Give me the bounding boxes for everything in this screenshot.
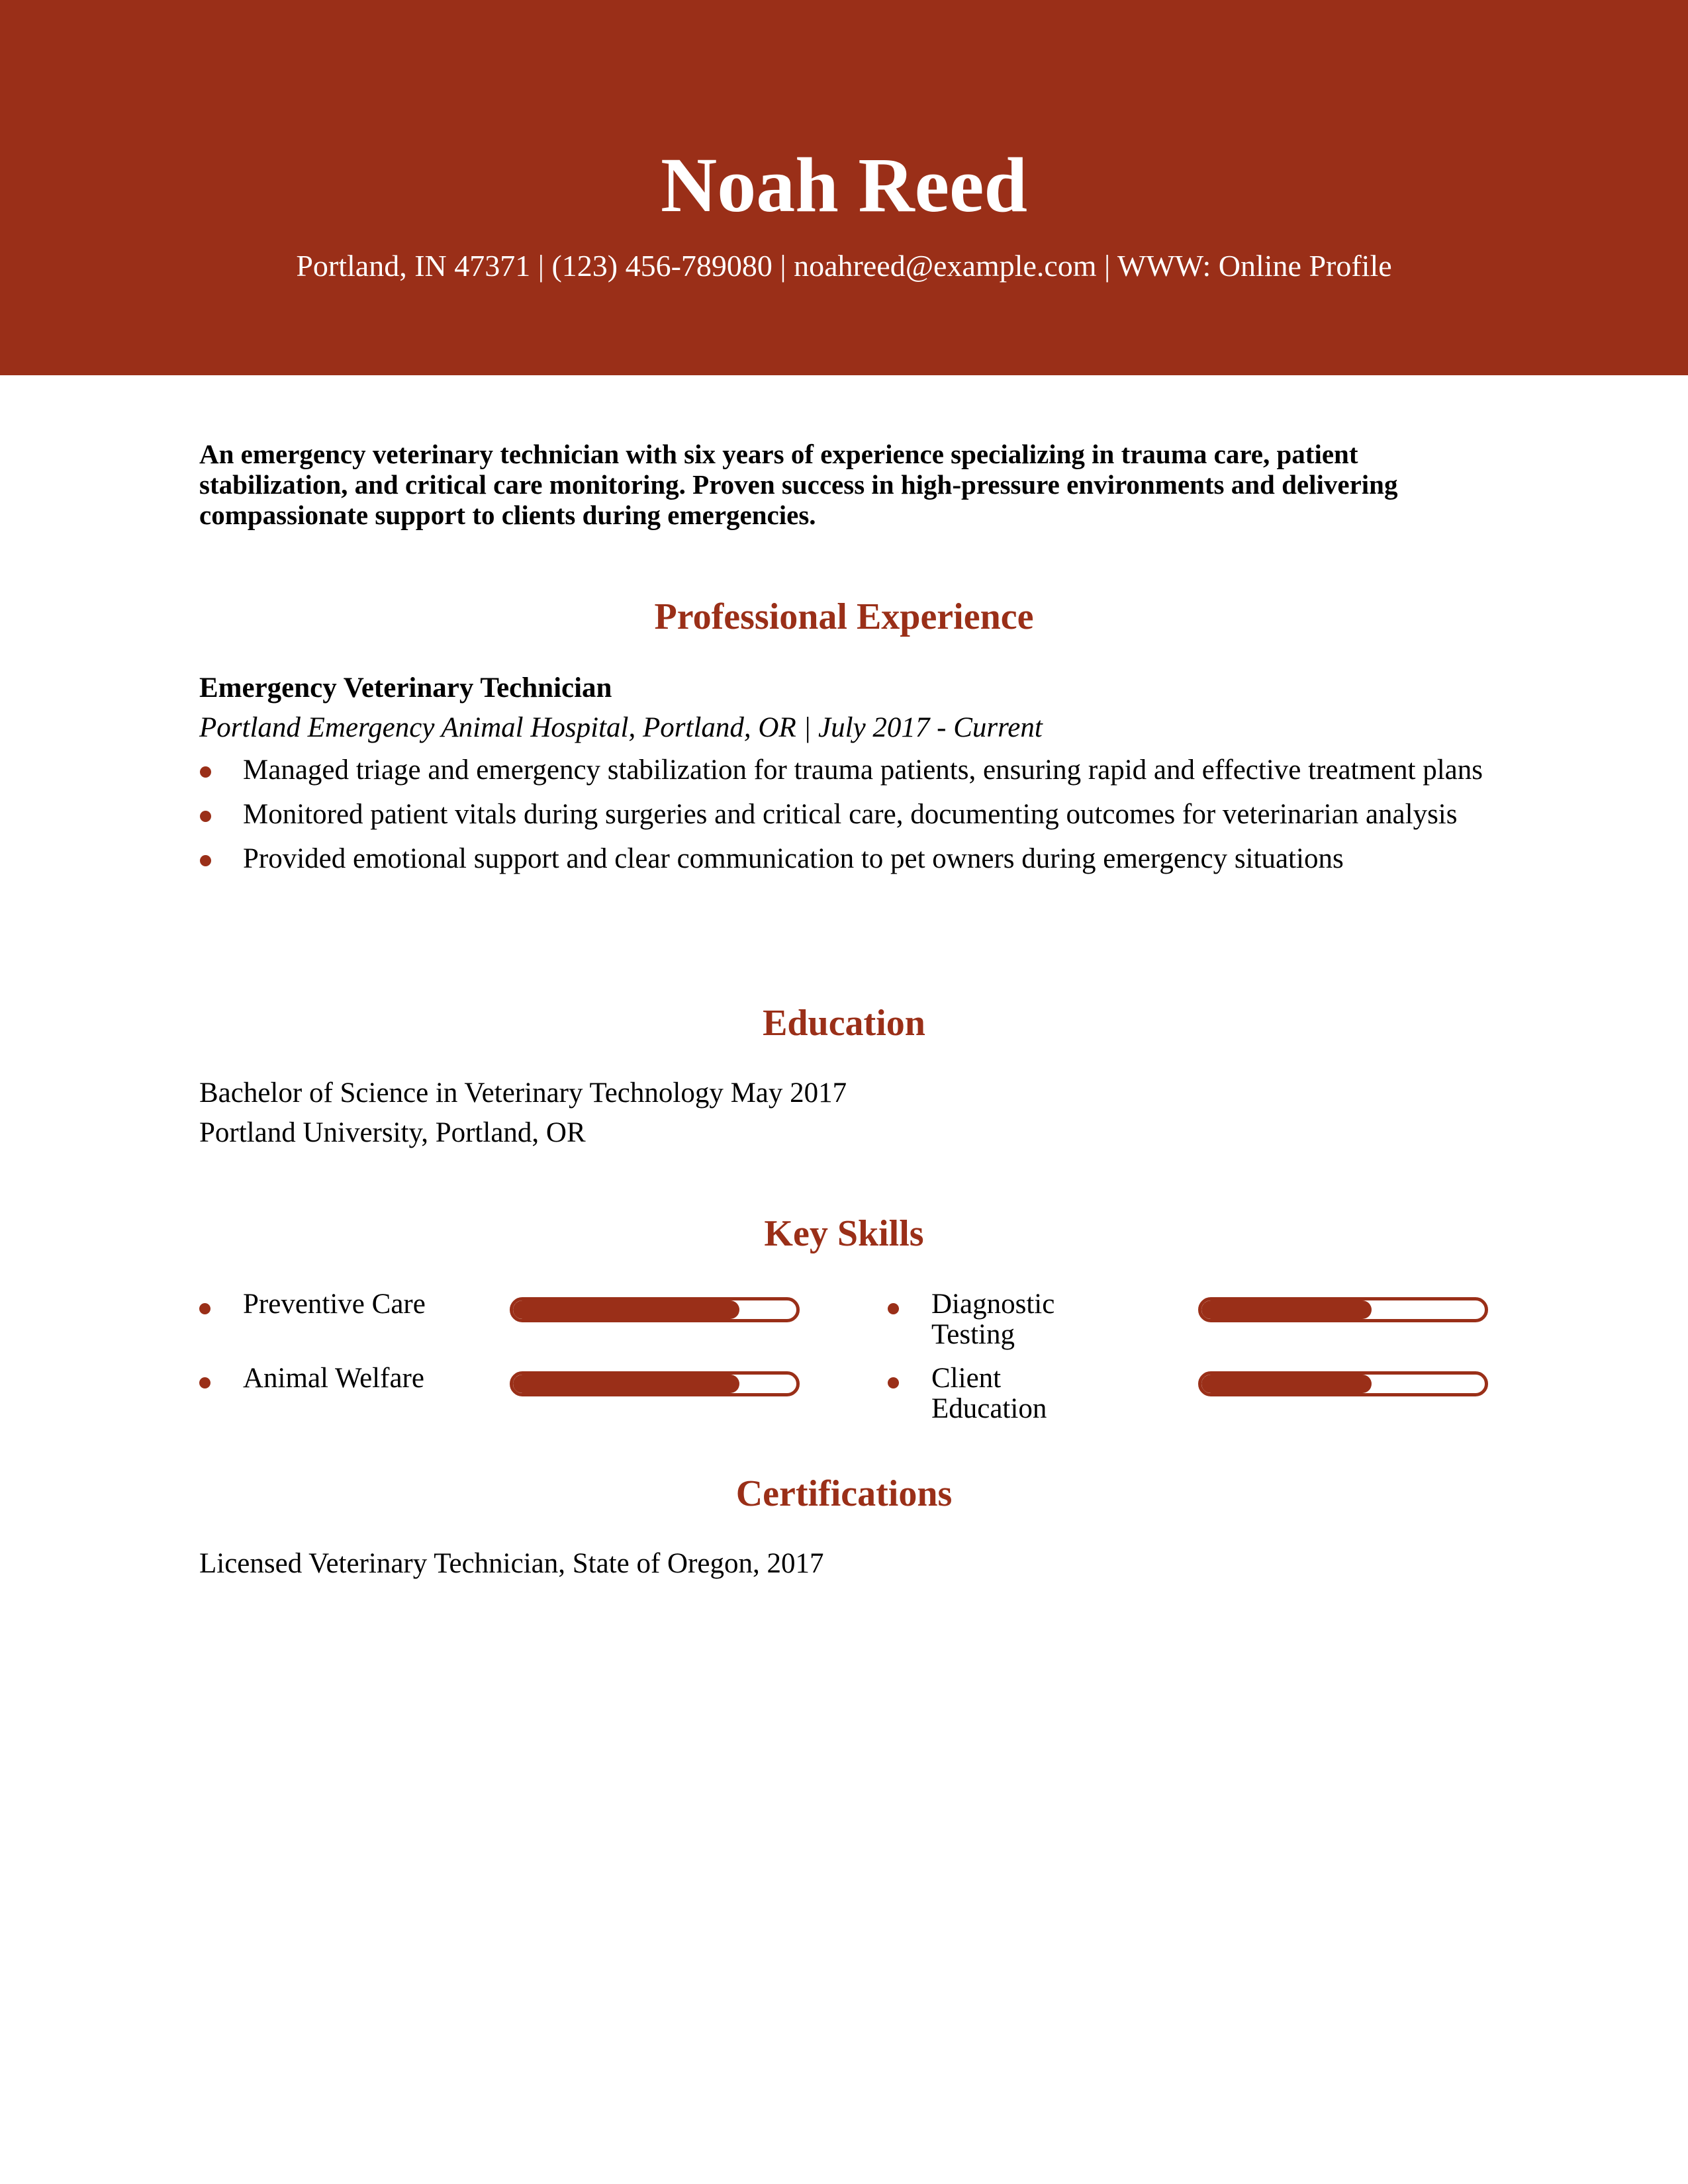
skill-item (888, 1363, 1550, 1436)
bullet-dot-icon (888, 1377, 899, 1388)
bullet-dot-icon (199, 1303, 211, 1314)
professional-summary: An emergency veterinary technician with six years of experience specializing in trauma care, patient stabilization, and critical care monitoring. Proven success in high-pressure environments and delivering compassionate support to clients during emergencies. (199, 439, 1398, 530)
skill-item (888, 1289, 1550, 1362)
bullet-dot-icon (888, 1303, 899, 1314)
skills-section-title: Key Skills (764, 1213, 924, 1254)
job-bullet-text: Monitored patient vitals during surgeries and critical care, documenting outcomes for veterinarian analysis (243, 799, 1458, 830)
skill-level-bar (510, 1297, 800, 1322)
skill-level-bar (1198, 1297, 1488, 1322)
skill-level-fill (513, 1300, 739, 1319)
contact-line: Portland, IN 47371 | (123) 456-789080 | noahreed@example.com | WWW: Online Profile (296, 249, 1392, 283)
job-employer-dates: Portland Emergency Animal Hospital, Portland, OR | July 2017 - Current (199, 712, 1043, 743)
skill-name: Client Education (931, 1363, 1047, 1424)
education-section-title: Education (763, 1003, 925, 1044)
candidate-name: Noah Reed (661, 142, 1027, 228)
education-degree: Bachelor of Science in Veterinary Technology May 2017 (199, 1077, 847, 1109)
job-bullet-text: Managed triage and emergency stabilization for trauma patients, ensuring rapid and effective treatment plans (243, 754, 1483, 786)
skill-level-fill (1201, 1300, 1372, 1319)
education-school: Portland University, Portland, OR (199, 1117, 586, 1148)
skill-name: Animal Welfare (243, 1363, 424, 1394)
skill-item (199, 1289, 861, 1362)
bullet-dot-icon (200, 811, 211, 822)
experience-section-title: Professional Experience (654, 596, 1034, 637)
job-bullet (199, 844, 1497, 874)
skill-item (199, 1363, 861, 1436)
skill-level-fill (513, 1375, 739, 1393)
job-bullet (199, 755, 1497, 786)
certification-item: Licensed Veterinary Technician, State of Oregon, 2017 (199, 1548, 824, 1579)
bullet-dot-icon (200, 855, 211, 866)
resume-header (0, 0, 1688, 375)
bullet-dot-icon (199, 1377, 211, 1388)
skill-level-bar (510, 1371, 800, 1396)
job-bullets (199, 755, 1497, 888)
certifications-section-title: Certifications (735, 1473, 953, 1514)
job-bullet (199, 799, 1497, 830)
skill-level-fill (1201, 1375, 1372, 1393)
job-position: Emergency Veterinary Technician (199, 672, 612, 704)
job-bullet-text: Provided emotional support and clear communication to pet owners during emergency situations (243, 843, 1344, 874)
bullet-dot-icon (200, 766, 211, 778)
skill-level-bar (1198, 1371, 1488, 1396)
skill-name: Preventive Care (243, 1289, 426, 1320)
skill-name: Diagnostic Testing (931, 1289, 1055, 1350)
